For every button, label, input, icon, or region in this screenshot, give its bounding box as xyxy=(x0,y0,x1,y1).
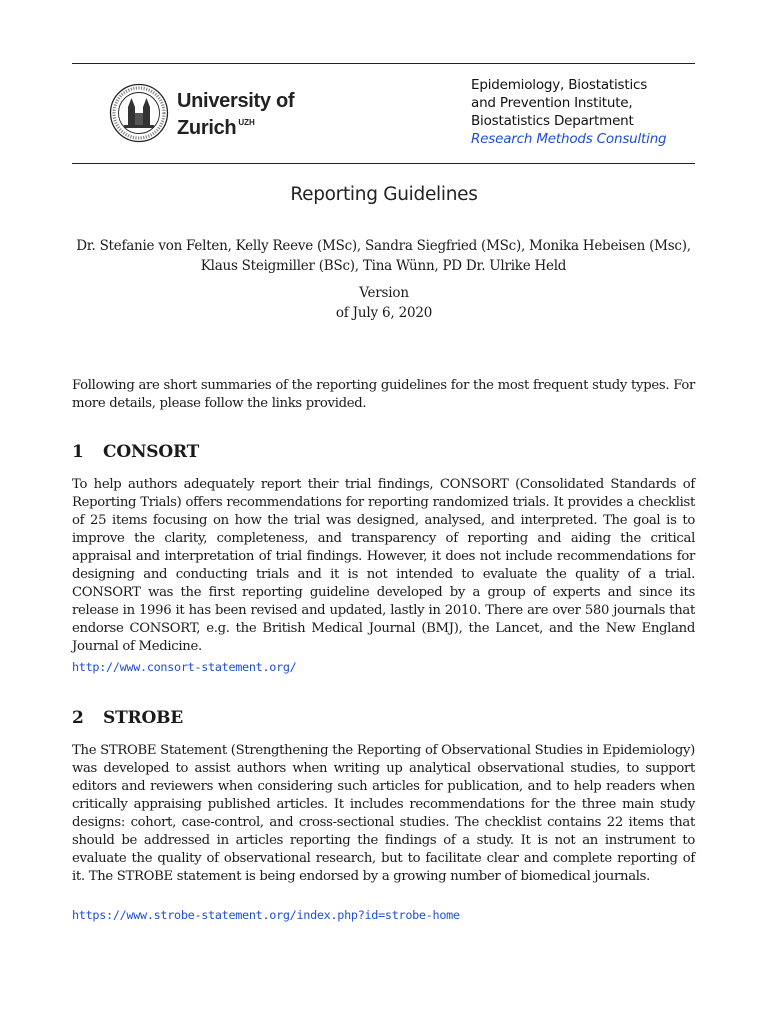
logo-line-1: University of xyxy=(177,90,295,112)
section-heading-consort xyxy=(72,442,199,462)
logo-line-2: Zurich $^{UZH}$ xyxy=(177,117,255,139)
authors-line-1: Dr. Stefanie von Felten, Kelly Reeve (MSc), Sandra Siegfried (MSc), Monika Hebeisen (Msc), xyxy=(76,238,691,254)
seal-icon xyxy=(109,83,169,143)
version-block xyxy=(0,283,768,323)
institute-line-3: Biostatistics Department xyxy=(471,113,634,129)
university-logo xyxy=(109,80,309,146)
section-body-consort: To help authors adequately report their trial findings, CONSORT (Consolidated Standards of Reporting Trials) offers recommendations for reporting randomized trials. It provides a checklist of 25 items focusing on how the trial was designed, analysed, and interpreted. The goal is to improve the clarity, completeness, and transparency of reporting and aiding the critical appraisal and interpretation of trial findings. However, it does not include recommendations for designing and conducting trials and it is not intended to evaluate the quality of a trial. CONSORT was the first reporting guideline developed by a group of experts and since its release in 1996 it has been revised and updated, lastly in 2010. There are over 580 journals that endorse CONSORT, e.g. the British Medical Journal (BMJ), the Lancet, and the New England Journal of Medicine. xyxy=(72,477,695,654)
version-label: Version xyxy=(359,285,409,301)
consort-link[interactable]: http://www.consort-statement.org/ xyxy=(72,660,297,674)
strobe-link[interactable]: https://www.strobe-statement.org/index.php?id=strobe-home xyxy=(72,908,460,922)
section-title: STROBE xyxy=(103,708,183,728)
document-title: Reporting Guidelines xyxy=(290,184,478,205)
section-number: 2 xyxy=(72,708,84,728)
section-heading-strobe xyxy=(72,708,183,728)
header-rule-bottom xyxy=(72,163,695,164)
intro-paragraph: Following are short summaries of the reporting guidelines for the most frequent study types. For more details, please follow the links provided. xyxy=(72,378,695,411)
institute-line-2: and Prevention Institute, xyxy=(471,95,633,111)
institute-line-1: Epidemiology, Biostatistics xyxy=(471,77,648,93)
authors-line-2: Klaus Steigmiller (BSc), Tina Wünn, PD Dr. Ulrike Held xyxy=(200,258,567,274)
consulting-link[interactable]: Research Methods Consulting xyxy=(471,131,667,147)
authors xyxy=(72,236,695,276)
section-title: CONSORT xyxy=(103,442,200,462)
logo-sup: UZH xyxy=(238,118,255,127)
institute-block xyxy=(471,76,666,148)
section-body-strobe: The STROBE Statement (Strengthening the Reporting of Observational Studies in Epidemiology) was developed to assist authors when writing up analytical observational studies, to support editors and reviewers when considering such articles for publication, and to help readers when critically appraising published articles. It includes recommendations for the three main study designs: cohort, case-control, and cross-sectional studies. The checklist contains 22 items that should be addressed in articles reporting the findings of a study. It is not an instrument to evaluate the quality of observational research, but to facilitate clear and complete reporting of it. The STROBE statement is being endorsed by a growing number of biomedical journals. xyxy=(72,743,695,884)
university-name xyxy=(177,90,294,139)
section-number: 1 xyxy=(72,442,84,462)
version-date: of July 6, 2020 xyxy=(335,305,433,321)
header-rule-top xyxy=(72,63,695,64)
